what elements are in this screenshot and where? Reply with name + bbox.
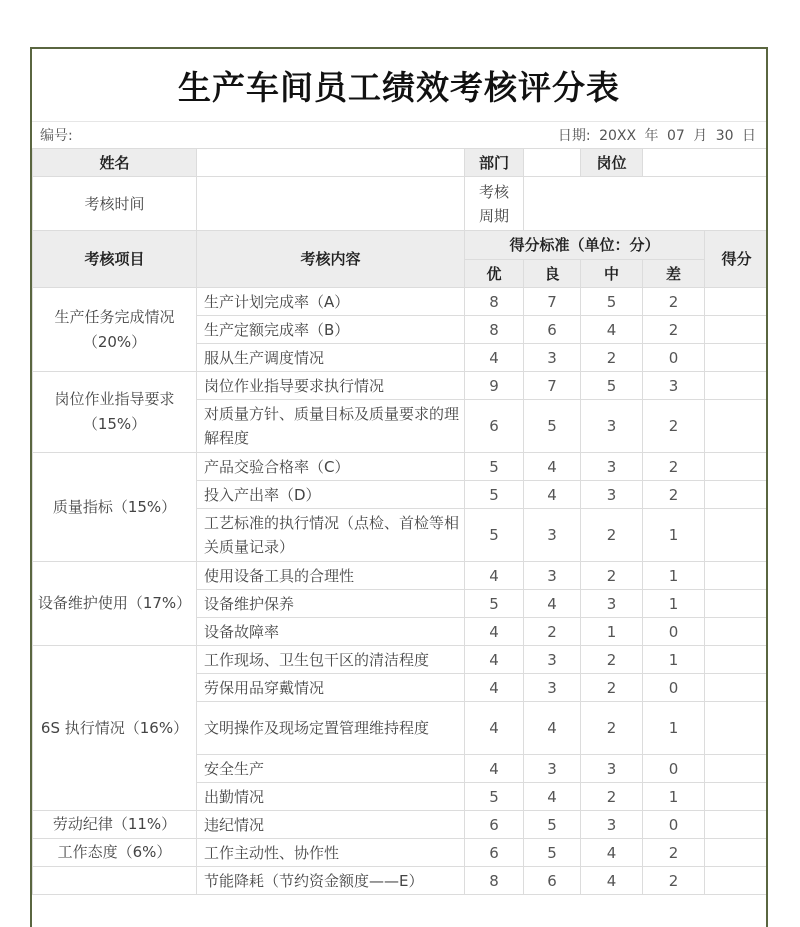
criterion-content: 使用设备工具的合理性 (197, 562, 465, 590)
score-input-cell[interactable] (705, 783, 769, 811)
criterion-content: 出勤情况 (197, 783, 465, 811)
standard-score: 5 (524, 811, 581, 839)
standard-score: 2 (581, 674, 643, 702)
header-content: 考核内容 (197, 231, 465, 288)
criterion-content: 生产定额完成率（B） (197, 316, 465, 344)
standard-score: 5 (524, 400, 581, 453)
date-day-unit: 日 (742, 128, 756, 144)
date-year[interactable]: 20XX (599, 128, 637, 144)
standard-score: 3 (581, 400, 643, 453)
standard-score: 6 (465, 400, 524, 453)
standard-score: 1 (643, 590, 705, 618)
date-field (556, 125, 758, 145)
position-label: 岗位 (581, 149, 643, 177)
standard-score: 8 (465, 316, 524, 344)
criterion-content: 工作主动性、协作性 (197, 839, 465, 867)
standard-score: 3 (581, 453, 643, 481)
info-row-name (33, 149, 769, 177)
standard-score: 3 (581, 811, 643, 839)
standard-score: 8 (465, 288, 524, 316)
standard-score: 4 (581, 867, 643, 895)
score-input-cell[interactable] (705, 372, 769, 400)
number-label: 编号: (40, 128, 73, 144)
standard-score: 3 (581, 590, 643, 618)
category-name: 设备维护使用（17%） (33, 562, 197, 646)
header-item: 考核项目 (33, 231, 197, 288)
standard-score: 1 (643, 702, 705, 755)
standard-score: 4 (524, 783, 581, 811)
score-input-cell[interactable] (705, 316, 769, 344)
criterion-content: 对质量方针、质量目标及质量要求的理解程度 (197, 400, 465, 453)
standard-score: 6 (465, 811, 524, 839)
standard-score: 3 (524, 646, 581, 674)
standard-score: 4 (465, 755, 524, 783)
page-title: 生产车间员工绩效考核评分表 (178, 67, 620, 107)
standard-score: 2 (643, 400, 705, 453)
table-row (33, 867, 769, 895)
criterion-content: 工作现场、卫生包干区的清洁程度 (197, 646, 465, 674)
standard-score: 1 (643, 509, 705, 562)
score-input-cell[interactable] (705, 702, 769, 755)
standard-score: 2 (643, 481, 705, 509)
dept-label: 部门 (465, 149, 524, 177)
standard-score: 0 (643, 674, 705, 702)
standard-score: 3 (581, 481, 643, 509)
standard-score: 0 (643, 344, 705, 372)
standard-score: 5 (465, 590, 524, 618)
standard-score: 5 (524, 839, 581, 867)
standard-score: 3 (524, 674, 581, 702)
standard-score: 4 (465, 344, 524, 372)
standard-score: 9 (465, 372, 524, 400)
criterion-content: 生产计划完成率（A） (197, 288, 465, 316)
header-score: 得分 (705, 231, 769, 288)
standard-score: 2 (643, 839, 705, 867)
standard-score: 2 (581, 509, 643, 562)
standard-score: 4 (581, 839, 643, 867)
standard-score: 3 (524, 344, 581, 372)
criterion-content: 投入产出率（D） (197, 481, 465, 509)
standard-score: 5 (581, 288, 643, 316)
period-time-value[interactable] (197, 177, 465, 231)
standard-score: 2 (581, 344, 643, 372)
standard-score: 0 (643, 755, 705, 783)
period-label-text: 考核周期 (478, 182, 509, 225)
standard-score: 1 (643, 562, 705, 590)
standard-score: 6 (524, 867, 581, 895)
standard-score: 0 (643, 618, 705, 646)
score-input-cell[interactable] (705, 400, 769, 453)
standard-score: 4 (581, 316, 643, 344)
date-day[interactable]: 30 (715, 128, 734, 144)
criterion-content: 设备维护保养 (197, 590, 465, 618)
position-value[interactable] (643, 149, 769, 177)
grade-excellent: 优 (465, 260, 524, 288)
criterion-content: 安全生产 (197, 755, 465, 783)
standard-score: 5 (465, 509, 524, 562)
dept-value[interactable] (524, 149, 581, 177)
standard-score: 6 (465, 839, 524, 867)
table-row (33, 562, 769, 590)
standard-score: 3 (581, 755, 643, 783)
meta-row (32, 121, 766, 148)
criterion-content: 违纪情况 (197, 811, 465, 839)
period-value[interactable] (524, 177, 769, 231)
score-sheet (30, 47, 768, 927)
period-time-label: 考核时间 (33, 177, 197, 231)
table-row (33, 372, 769, 400)
standard-score: 4 (465, 646, 524, 674)
standard-score: 2 (581, 702, 643, 755)
standard-score: 5 (465, 453, 524, 481)
standard-score: 4 (524, 481, 581, 509)
score-input-cell[interactable] (705, 590, 769, 618)
category-name: 岗位作业指导要求（15%） (33, 372, 197, 453)
standard-score: 4 (524, 702, 581, 755)
score-input-cell[interactable] (705, 481, 769, 509)
standard-score: 2 (581, 562, 643, 590)
grade-poor: 差 (643, 260, 705, 288)
standard-score: 2 (581, 646, 643, 674)
standard-score: 3 (524, 562, 581, 590)
date-year-unit: 年 (644, 128, 659, 144)
score-input-cell[interactable] (705, 755, 769, 783)
criterion-content: 工艺标准的执行情况（点检、首检等相关质量记录） (197, 509, 465, 562)
date-month[interactable]: 07 (666, 128, 685, 144)
standard-score: 2 (643, 316, 705, 344)
standard-score: 5 (465, 481, 524, 509)
score-input-cell[interactable] (705, 288, 769, 316)
name-label: 姓名 (33, 149, 197, 177)
name-value[interactable] (197, 149, 465, 177)
standard-score: 2 (643, 453, 705, 481)
standard-score: 2 (643, 288, 705, 316)
date-month-unit: 月 (693, 128, 708, 144)
standard-score: 1 (581, 618, 643, 646)
score-input-cell[interactable] (705, 674, 769, 702)
category-name: 质量指标（15%） (33, 453, 197, 562)
criterion-content: 设备故障率 (197, 618, 465, 646)
standard-score: 2 (643, 867, 705, 895)
criterion-content: 岗位作业指导要求执行情况 (197, 372, 465, 400)
category-name: 生产任务完成情况（20%） (33, 288, 197, 372)
category-name: 工作态度（6%） (33, 839, 197, 867)
criterion-content: 节能降耗（节约资金额度——E） (197, 867, 465, 895)
score-input-cell[interactable] (705, 344, 769, 372)
standard-score: 4 (465, 674, 524, 702)
criterion-content: 服从生产调度情况 (197, 344, 465, 372)
category-name: 6S 执行情况（16%） (33, 646, 197, 811)
table-row (33, 839, 769, 867)
standard-score: 2 (524, 618, 581, 646)
criterion-content: 产品交验合格率（C） (197, 453, 465, 481)
standard-score: 2 (581, 783, 643, 811)
score-input-cell[interactable] (705, 646, 769, 674)
standard-score: 4 (465, 562, 524, 590)
table-row (33, 453, 769, 481)
standard-score: 3 (524, 755, 581, 783)
category-name (33, 867, 197, 895)
info-row-period (33, 177, 769, 231)
standard-score: 3 (643, 372, 705, 400)
score-input-cell[interactable] (705, 839, 769, 867)
standard-score: 5 (465, 783, 524, 811)
standard-score: 0 (643, 811, 705, 839)
standard-score: 5 (581, 372, 643, 400)
score-input-cell[interactable] (705, 867, 769, 895)
score-table (32, 148, 768, 895)
header-row-1 (33, 231, 769, 260)
table-row (33, 288, 769, 316)
standard-score: 4 (465, 618, 524, 646)
score-input-cell[interactable] (705, 509, 769, 562)
table-row (33, 811, 769, 839)
standard-score: 7 (524, 288, 581, 316)
table-row (33, 646, 769, 674)
score-input-cell[interactable] (705, 453, 769, 481)
date-label: 日期: (557, 128, 591, 144)
standard-score: 8 (465, 867, 524, 895)
standard-score: 7 (524, 372, 581, 400)
criterion-content: 劳保用品穿戴情况 (197, 674, 465, 702)
category-name: 劳动纪律（11%） (33, 811, 197, 839)
standard-score: 4 (524, 453, 581, 481)
criterion-content: 文明操作及现场定置管理维持程度 (197, 702, 465, 755)
standard-score: 4 (524, 590, 581, 618)
standard-score: 1 (643, 783, 705, 811)
standard-score: 3 (524, 509, 581, 562)
period-label (465, 177, 524, 231)
header-standard: 得分标准（单位：分） (465, 231, 705, 260)
grade-good: 良 (524, 260, 581, 288)
score-input-cell[interactable] (705, 811, 769, 839)
grade-average: 中 (581, 260, 643, 288)
standard-score: 4 (465, 702, 524, 755)
standard-score: 6 (524, 316, 581, 344)
score-input-cell[interactable] (705, 618, 769, 646)
standard-score: 1 (643, 646, 705, 674)
score-input-cell[interactable] (705, 562, 769, 590)
